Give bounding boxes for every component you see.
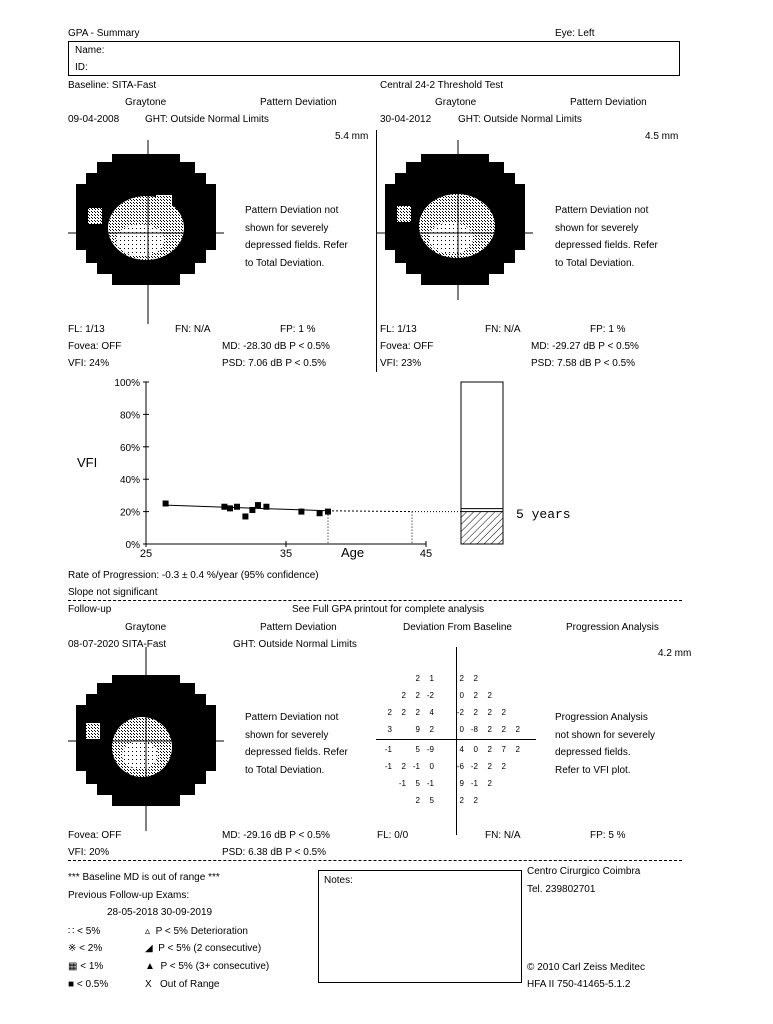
followup-note: See Full GPA printout for complete analysis — [292, 604, 485, 615]
vfi-data-point — [317, 510, 323, 516]
dfb-value: -6 — [456, 762, 464, 771]
followup-fl: FL: 0/0 — [377, 830, 409, 841]
legend-p1: ▦ < 1% — [68, 961, 104, 972]
dfb-value: 2 — [415, 674, 420, 683]
exam2-pupil: 4.5 mm — [645, 131, 679, 142]
dfb-value: 2 — [487, 691, 492, 700]
dfb-value: -8 — [470, 725, 478, 734]
id-label: ID: — [75, 62, 88, 73]
vfi-marks — [163, 382, 503, 544]
legend-three-consecutive: ▲ P < 5% (3+ consecutive) — [145, 961, 270, 972]
exam1-fp: FP: 1 % — [280, 324, 316, 335]
dfb-value: 4 — [429, 708, 434, 717]
dfb-value: 2 — [487, 745, 492, 754]
divider-1 — [68, 600, 682, 601]
exam2-fl: FL: 1/13 — [380, 324, 417, 335]
device-id: HFA II 750-41465-5.1.2 — [527, 979, 631, 990]
legend-out-of-range: X Out of Range — [145, 979, 220, 990]
baseline-label: Baseline: SITA-Fast — [68, 80, 157, 91]
dfb-value: 2 — [487, 779, 492, 788]
exam1-fovea: Fovea: OFF — [68, 341, 122, 352]
divider-2 — [68, 860, 682, 861]
vfi-data-point — [263, 504, 269, 510]
followup-pa-label: Progression Analysis — [566, 622, 659, 633]
vfi-data-point — [234, 504, 240, 510]
dfb-value: -1 — [426, 779, 434, 788]
exam2-fn: FN: N/A — [485, 324, 521, 335]
exam1-vfi: VFI: 24% — [68, 358, 110, 369]
vfi-axes — [114, 378, 432, 560]
dfb-value: 7 — [501, 745, 506, 754]
vfi-chart — [0, 370, 773, 570]
p5-symbol-icon: ∷ — [68, 926, 75, 937]
vfi-data-point — [227, 505, 233, 511]
eye-label: Eye: Left — [555, 28, 595, 39]
notes-box[interactable] — [318, 870, 522, 983]
dfb-value: 2 — [401, 691, 406, 700]
dfb-value: 2 — [473, 691, 478, 700]
followup-date: 08-07-2020 SITA-Fast — [68, 639, 167, 650]
prev-followup-label: Previous Follow-up Exams: — [68, 890, 190, 901]
dfb-value: 2 — [429, 725, 434, 734]
dfb-value: 2 — [473, 796, 478, 805]
dfb-value: 9 — [415, 725, 420, 734]
followup-fn: FN: N/A — [485, 830, 521, 841]
dfb-value: 1 — [429, 674, 434, 683]
report-title: GPA - Summary — [68, 28, 140, 39]
exam2-vfi: VFI: 23% — [380, 358, 422, 369]
dfb-value: 2 — [415, 708, 420, 717]
exam2-fp: FP: 1 % — [590, 324, 626, 335]
dfb-value: -1 — [412, 762, 420, 771]
vfi-data-point — [221, 504, 227, 510]
dfb-value: -1 — [398, 779, 406, 788]
rate-of-progression: Rate of Progression: -0.3 ± 0.4 %/year (95% confidence) — [68, 570, 319, 581]
filled-triangle-icon: ▲ — [145, 961, 155, 972]
dfb-value: 2 — [473, 708, 478, 717]
dfb-value: 2 — [459, 796, 464, 805]
followup-pd-label: Pattern Deviation — [260, 622, 337, 633]
exam1-ght: GHT: Outside Normal Limits — [145, 114, 269, 125]
graytone-field-2 — [377, 140, 533, 324]
slope-note: Slope not significant — [68, 587, 158, 598]
p2-symbol-icon: ※ — [68, 943, 77, 954]
followup-ght: GHT: Outside Normal Limits — [233, 639, 357, 650]
exam1-date: 09-04-2008 — [68, 114, 120, 125]
followup-md: MD: -29.16 dB P < 0.5% — [222, 830, 330, 841]
dfb-value: 2 — [473, 674, 478, 683]
deviation-from-baseline-grid — [376, 672, 536, 812]
followup-vfi: VFI: 20% — [68, 847, 110, 858]
vfi-data-point — [255, 502, 261, 508]
dfb-value: 2 — [459, 674, 464, 683]
dfb-value: 2 — [401, 708, 406, 717]
dfb-value: -1 — [470, 779, 478, 788]
exam1-md: MD: -28.30 dB P < 0.5% — [222, 341, 330, 352]
dfb-value: 4 — [459, 745, 464, 754]
out-of-range-icon: X — [145, 979, 152, 990]
graytone-field-1 — [68, 140, 224, 324]
exam1-psd: PSD: 7.06 dB P < 0.5% — [222, 358, 327, 369]
followup-dfb-label: Deviation From Baseline — [403, 622, 512, 633]
graytone-label-2: Graytone — [435, 97, 477, 108]
dfb-value: 0 — [459, 725, 464, 734]
dfb-value: 9 — [459, 779, 464, 788]
center-name: Centro Cirurgico Coimbra — [527, 866, 641, 877]
followup-pd-note: Pattern Deviation not shown for severely depressed fields. Refer to Total Deviation. — [245, 712, 348, 776]
x-tick-label: 25 — [139, 548, 153, 560]
projection-label: 5 years — [516, 507, 571, 522]
dfb-value: -1 — [384, 762, 392, 771]
exam2-psd: PSD: 7.58 dB P < 0.5% — [531, 358, 636, 369]
dfb-value: 0 — [473, 745, 478, 754]
dfb-value: 2 — [487, 762, 492, 771]
dfb-value: 5 — [429, 796, 434, 805]
dfb-value: 2 — [401, 762, 406, 771]
y-tick-label: 100% — [114, 378, 140, 389]
dfb-value: 2 — [501, 762, 506, 771]
dfb-value: 2 — [501, 708, 506, 717]
followup-pupil: 4.2 mm — [658, 648, 692, 659]
y-tick-label: 60% — [119, 442, 140, 454]
pd-label-2: Pattern Deviation — [570, 97, 647, 108]
dfb-value: 2 — [515, 725, 520, 734]
exam1-fn: FN: N/A — [175, 324, 211, 335]
vfi-data-point — [163, 501, 169, 507]
copyright: © 2010 Carl Zeiss Meditec — [527, 962, 645, 973]
followup-graytone-field — [68, 647, 224, 831]
exam2-md: MD: -29.27 dB P < 0.5% — [531, 341, 639, 352]
projection-line — [328, 511, 412, 512]
followup-graytone-label: Graytone — [125, 622, 167, 633]
name-label: Name: — [75, 45, 105, 56]
half-triangle-icon: ◢ — [145, 943, 153, 954]
followup-psd: PSD: 6.38 dB P < 0.5% — [222, 847, 327, 858]
dfb-value: 0 — [459, 691, 464, 700]
x-tick-label: 45 — [419, 548, 433, 560]
dfb-value: 2 — [501, 725, 506, 734]
vfi-data-point — [298, 509, 304, 515]
dfb-value: 2 — [515, 745, 520, 754]
y-tick-label: 20% — [119, 507, 140, 519]
graytone-label-1: Graytone — [125, 97, 167, 108]
legend-p2: ※ < 2% — [68, 943, 103, 954]
exam1-fl: FL: 1/13 — [68, 324, 105, 335]
p1-symbol-icon: ▦ — [68, 961, 78, 972]
vfi-y-label: VFI — [77, 455, 98, 470]
vfi-x-label: Age — [341, 545, 365, 560]
dfb-value: 2 — [415, 691, 420, 700]
exam1-pupil: 5.4 mm — [335, 131, 369, 142]
dfb-value: -2 — [426, 691, 434, 700]
followup-label: Follow-up — [68, 604, 112, 615]
legend-two-consecutive: ◢ P < 5% (2 consecutive) — [145, 943, 262, 954]
pd-label-1: Pattern Deviation — [260, 97, 337, 108]
vfi-data-point — [242, 513, 248, 519]
dfb-value: 3 — [387, 725, 392, 734]
y-tick-label: 40% — [119, 475, 140, 487]
dfb-value: -2 — [470, 762, 478, 771]
patient-box — [68, 41, 680, 76]
projection-bar-fill — [461, 512, 503, 544]
dfb-value: 5 — [415, 745, 420, 754]
x-tick-label: 35 — [279, 548, 293, 560]
dfb-value: -1 — [384, 745, 392, 754]
followup-pa-note: Progression Analysis not shown for severely depressed fields. Refer to VFI plot. — [555, 712, 656, 776]
dfb-value: 2 — [487, 708, 492, 717]
dfb-value: 2 — [387, 708, 392, 717]
legend-p05: ■ < 0.5% — [68, 979, 109, 990]
vfi-data-point — [249, 507, 255, 513]
deterioration-triangle-icon: ▵ — [145, 926, 151, 937]
legend-deterioration: ▵ P < 5% Deterioration — [145, 926, 248, 937]
p05-symbol-icon: ■ — [68, 979, 75, 990]
legend-p5: ∷ < 5% — [68, 926, 101, 937]
exam2-date: 30-04-2012 — [380, 114, 432, 125]
dfb-value: -2 — [456, 708, 464, 717]
y-tick-label: 0% — [125, 540, 140, 551]
test-name: Central 24-2 Threshold Test — [380, 80, 504, 91]
exam1-pd-note: Pattern Deviation not shown for severely depressed fields. Refer to Total Deviation. — [245, 205, 348, 269]
exam2-pd-note: Pattern Deviation not shown for severely depressed fields. Refer to Total Deviation. — [555, 205, 658, 269]
notes-label: Notes: — [324, 875, 353, 886]
prev-followup-dates: 28-05-2018 30-09-2019 — [107, 907, 213, 918]
exam2-fovea: Fovea: OFF — [380, 341, 434, 352]
dfb-value: -9 — [426, 745, 434, 754]
md-warning: *** Baseline MD is out of range *** — [68, 872, 220, 883]
y-tick-label: 80% — [119, 410, 140, 422]
dfb-value: 2 — [487, 725, 492, 734]
followup-fovea: Fovea: OFF — [68, 830, 122, 841]
exam2-ght: GHT: Outside Normal Limits — [458, 114, 582, 125]
followup-fp: FP: 5 % — [590, 830, 626, 841]
dfb-value: 2 — [415, 796, 420, 805]
center-tel: Tel. 239802701 — [527, 884, 596, 895]
vfi-data-point — [325, 509, 331, 515]
dfb-value: 5 — [415, 779, 420, 788]
dfb-value: 0 — [429, 762, 434, 771]
